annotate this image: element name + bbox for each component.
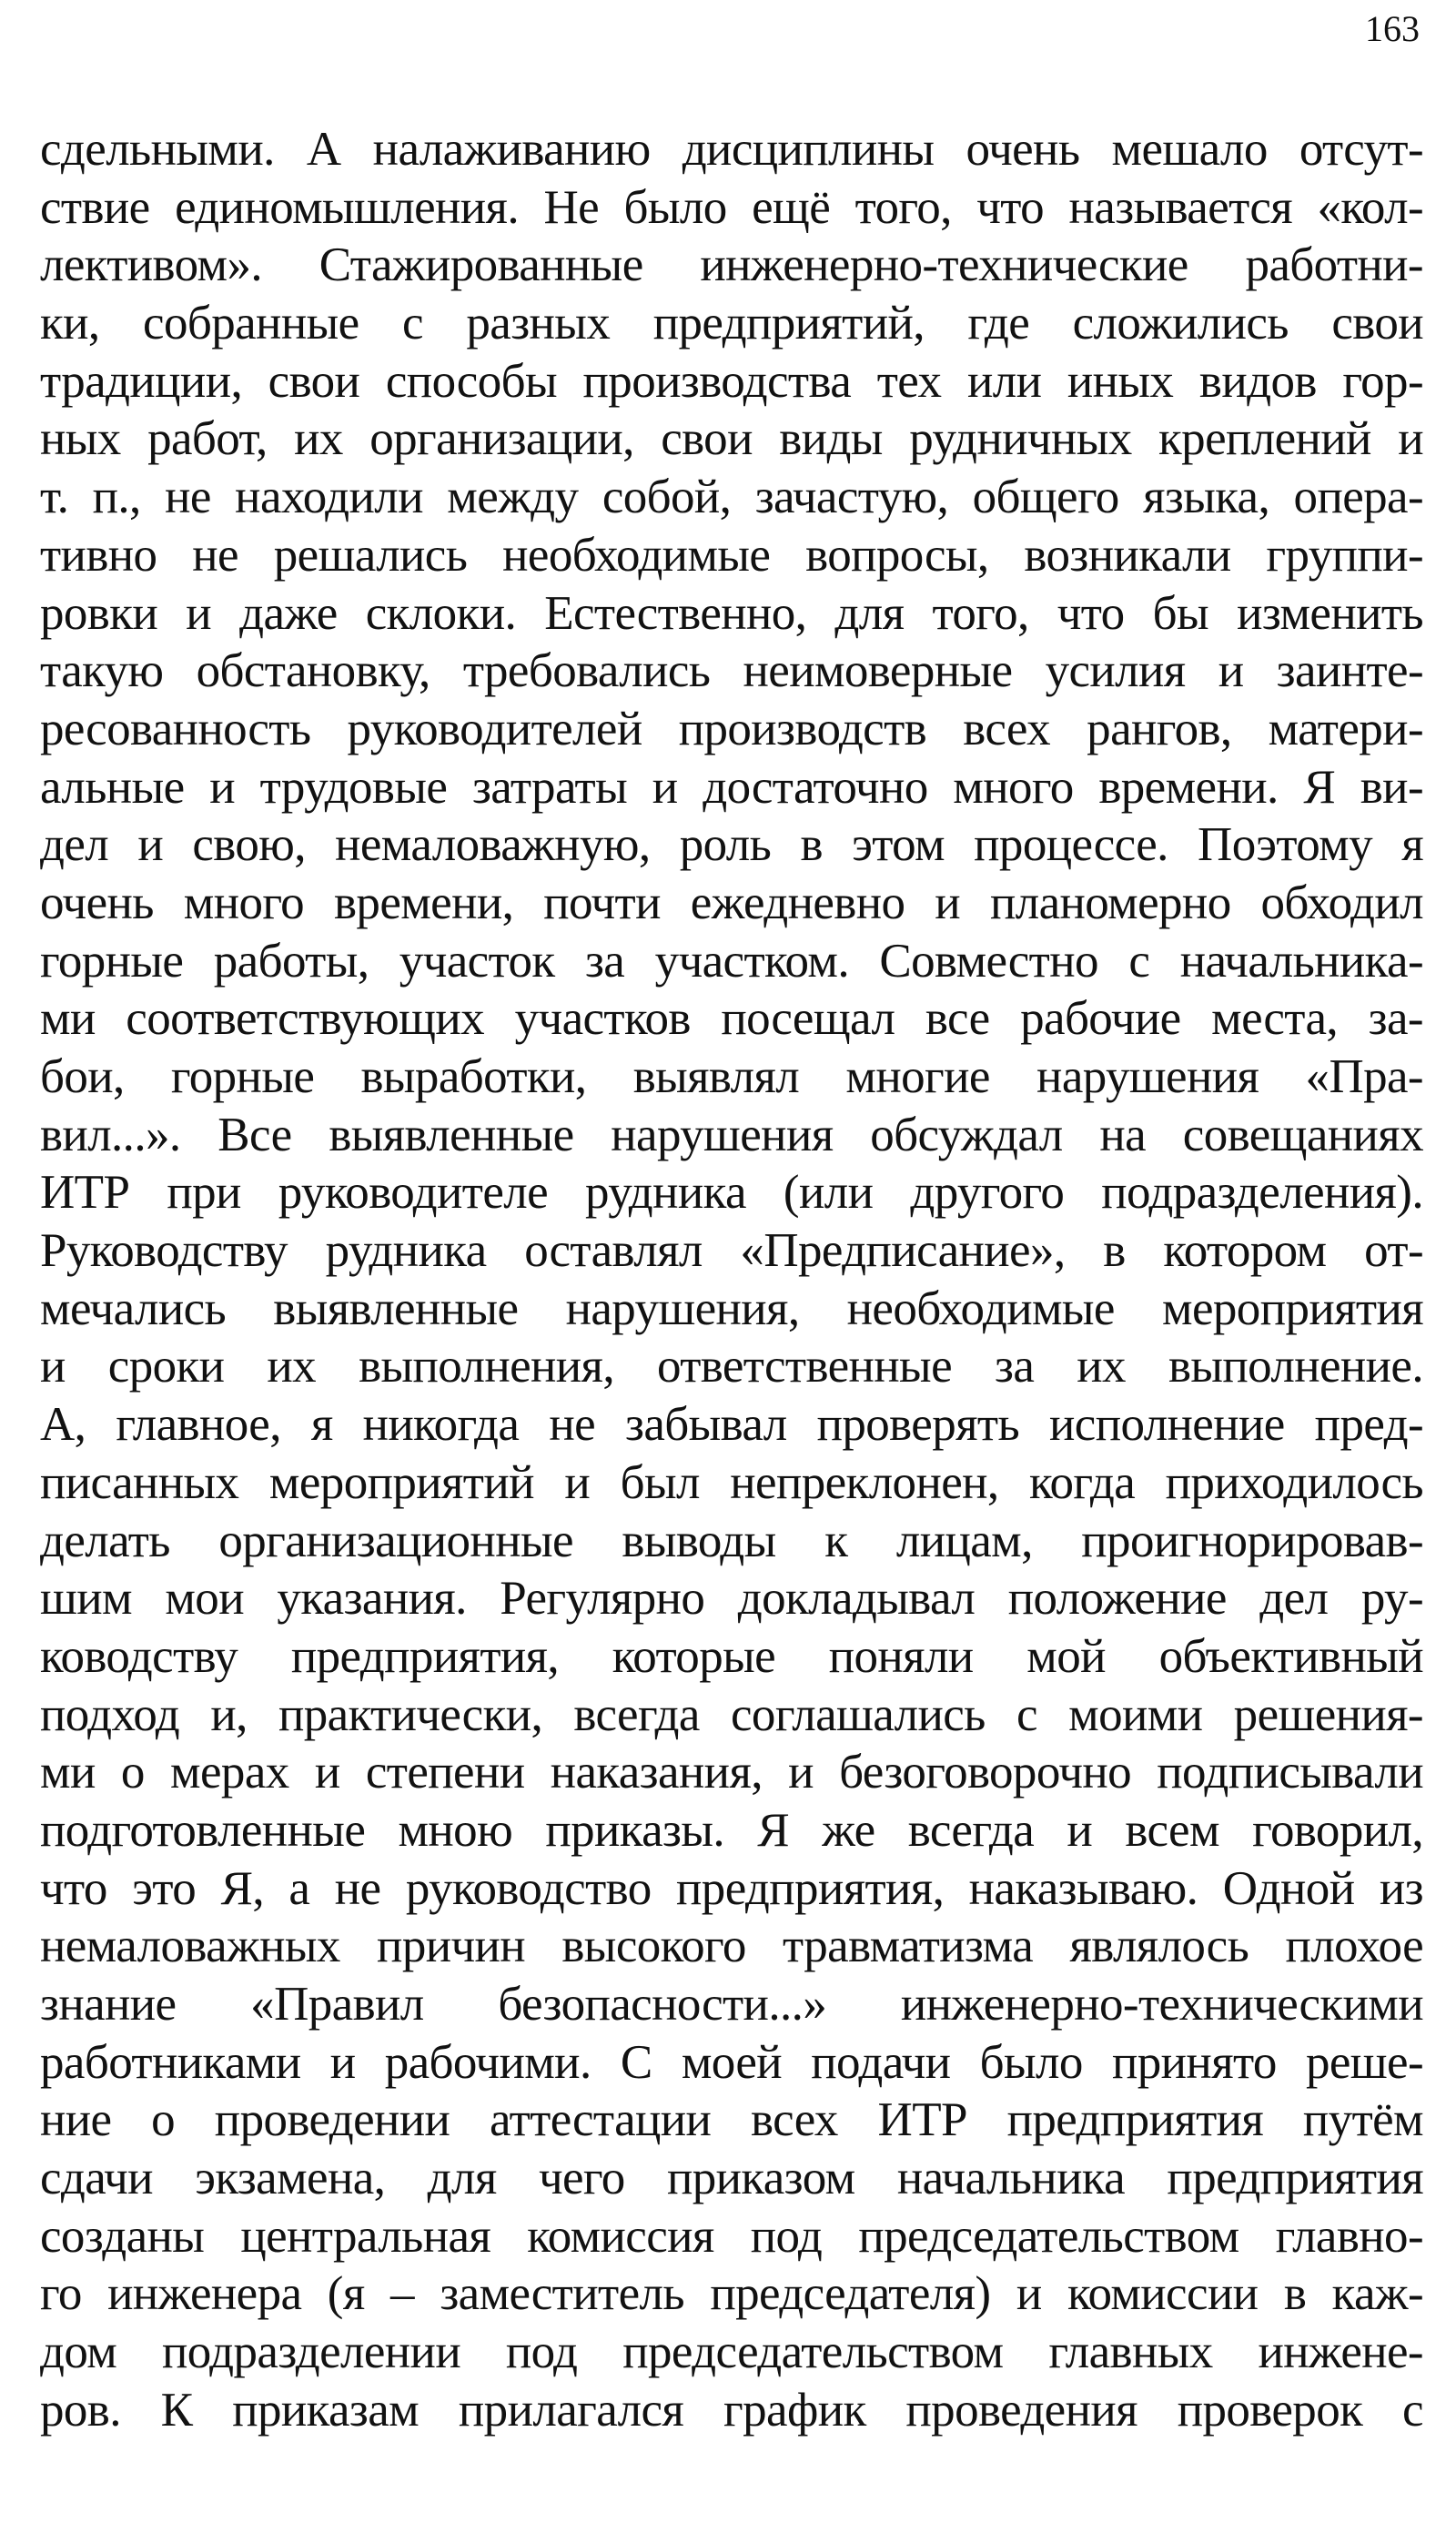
text-line: тивно не решались необходимые вопросы, возникали группи-	[40, 528, 1423, 582]
text-line: такую обстановку, требовались неимоверные усилия и заинте-	[40, 644, 1423, 698]
text-line: и сроки их выполнения, ответственные за их выполнение.	[40, 1340, 1423, 1393]
text-line: очень много времени, почти ежедневно и планомерно обходил	[40, 876, 1423, 929]
text-line: горные работы, участок за участком. Совместно с начальника-	[40, 934, 1423, 988]
text-line: знание «Правил безопасности...» инженерно-техническими	[40, 1978, 1423, 2031]
text-line: лективом». Стажированные инженерно-технические работни-	[40, 238, 1423, 292]
text-line: шим мои указания. Регулярно докладывал положение дел ру-	[40, 1572, 1423, 1626]
text-line: писанных мероприятий и был непреклонен, когда приходилось	[40, 1455, 1423, 1509]
text-line: А, главное, я никогда не забывал проверять исполнение пред-	[40, 1398, 1423, 1452]
text-line: го инженера (я – заместитель председателя) и комиссии в каж-	[40, 2267, 1423, 2321]
text-line: сдачи экзамена, для чего приказом начальника предприятия	[40, 2152, 1423, 2205]
text-line: дел и свою, немаловажную, роль в этом процессе. Поэтому я	[40, 818, 1423, 872]
text-line: немаловажных причин высокого травматизма являлось плохое	[40, 1920, 1423, 1973]
text-line: что это Я, а не руководство предприятия, наказываю. Одной из	[40, 1861, 1423, 1915]
text-line: мечались выявленные нарушения, необходимые мероприятия	[40, 1282, 1423, 1335]
text-line: ми соответствующих участков посещал все рабочие места, за-	[40, 992, 1423, 1046]
text-line: вил...». Все выявленные нарушения обсуждал на совещаниях	[40, 1108, 1423, 1161]
text-line: т. п., не находили между собой, зачастую, общего языка, опера-	[40, 471, 1423, 524]
text-line: сдельными. А налаживанию дисциплины очень мешало отсут-	[40, 123, 1423, 176]
text-line: делать организационные выводы к лицам, проигнорировав-	[40, 1514, 1423, 1567]
text-line: ководству предприятия, которые поняли мой объективный	[40, 1629, 1423, 1683]
text-line: ров. К приказам прилагался график проведения проверок с	[40, 2383, 1423, 2437]
text-line: ствие единомышления. Не было ещё того, что называется «кол-	[40, 180, 1423, 234]
text-line: ки, собранные с разных предприятий, где сложились свои	[40, 297, 1423, 350]
text-line: ние о проведении аттестации всех ИТР предприятия путём	[40, 2093, 1423, 2147]
text-line: ми о мерах и степени наказания, и безоговорочно подписывали	[40, 1746, 1423, 1799]
text-line: альные и трудовые затраты и достаточно много времени. Я ви-	[40, 760, 1423, 814]
page-number: 163	[1365, 8, 1420, 49]
text-line: созданы центральная комиссия под председательством главно-	[40, 2209, 1423, 2263]
body-text	[40, 121, 1423, 2440]
text-line: ровки и даже склоки. Естественно, для того, что бы изменить	[40, 586, 1423, 640]
text-line: дом подразделении под председательством главных инжене-	[40, 2325, 1423, 2379]
text-line: ных работ, их организации, свои виды рудничных креплений и	[40, 412, 1423, 466]
text-line: подготовленные мною приказы. Я же всегда и всем говорил,	[40, 1803, 1423, 1857]
text-line: Руководству рудника оставлял «Предписание», в котором от-	[40, 1224, 1423, 1278]
text-line: бои, горные выработки, выявлял многие нарушения «Пра-	[40, 1050, 1423, 1103]
text-line: традиции, свои способы производства тех или иных видов гор-	[40, 354, 1423, 408]
text-line: подход и, практически, всегда соглашались с моими решения-	[40, 1687, 1423, 1741]
text-line: ресованность руководителей производств всех рангов, матери-	[40, 702, 1423, 755]
text-line: работниками и рабочими. С моей подачи было принято реше-	[40, 2035, 1423, 2089]
text-line: ИТР при руководителе рудника (или другого подразделения).	[40, 1166, 1423, 1220]
